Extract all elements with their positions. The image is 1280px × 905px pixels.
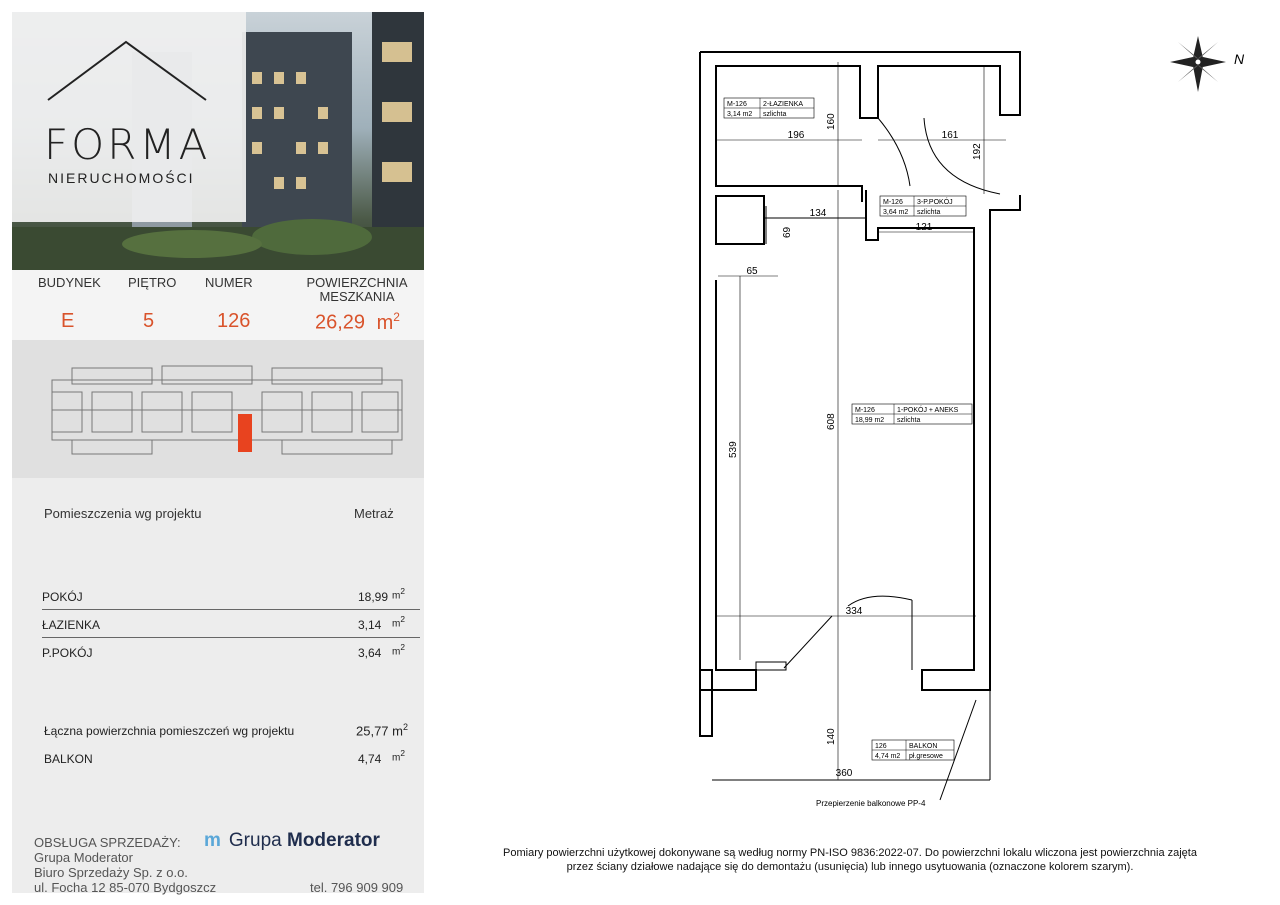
area-unit-sup: 2 [393,310,400,324]
contact-phone: tel. 796 909 909 [310,880,404,895]
room-area: 18,99 [358,590,389,604]
svg-text:126: 126 [875,743,887,750]
dim-160: 160 [826,113,837,130]
floor-value: 5 [143,310,155,332]
svg-text:M-126: M-126 [883,199,903,206]
dim-360: 360 [835,768,853,779]
building-value: E [61,310,75,332]
floor-label: PIĘTRO [128,275,177,290]
number-value: 126 [217,310,251,332]
contact-address: ul. Focha 12 85-070 Bydgoszcz [34,880,217,895]
svg-text:18,99 m2: 18,99 m2 [855,417,885,424]
measurement-footnote [480,846,1220,874]
building-label: BUDYNEK [38,275,101,290]
room-tag-living [852,404,972,424]
svg-text:3,14 m2: 3,14 m2 [727,111,753,118]
compass-icon [1170,36,1226,92]
room-unit: $m^2$ [392,642,405,658]
area-value [315,310,400,335]
dim-161: 161 [941,130,959,141]
roof-icon [12,12,246,222]
outer-wall-left [700,52,756,690]
balcony-label: BALKON [44,752,93,766]
area-label [302,276,412,304]
room-unit: $m^2$ [392,586,405,602]
dim-65: 65 [746,266,758,277]
dim-334: 334 [845,606,863,617]
total-label: Łączna powierzchnia pomieszczeń wg projektu [44,724,295,738]
outer-wall-right [866,190,1020,690]
dim-134: 134 [809,208,827,219]
svg-text:M-126: M-126 [855,407,875,414]
room-area: 3,64 [358,646,382,660]
floor-plan [640,30,1245,820]
moderator-mark-icon: m [204,830,221,851]
room-name: ŁAZIENKA [42,618,101,632]
logo-subtitle: NIERUCHOMOŚCI [48,170,195,186]
logo [12,12,246,222]
svg-text:szlichta: szlichta [763,111,787,118]
area-unit: m [376,311,394,334]
balcony-wall [700,670,712,736]
key-plan-drawing [12,340,424,478]
svg-text:szlichta: szlichta [917,209,941,216]
hero-image [12,12,424,270]
balcony-unit: $m^2$ [392,748,405,764]
area-label-line1: POWIERZCHNIA [306,275,408,290]
dim-539: 539 [728,441,739,458]
info-sidebar [12,12,424,893]
partition-note: Przepierzenie balkonowe PP-4 [816,799,926,808]
room-tag-hall [880,196,966,216]
table-row [42,610,420,638]
room-tag-balcony [872,740,954,760]
svg-text:3,64 m2: 3,64 m2 [883,209,909,216]
dim-140: 140 [826,728,837,745]
shaft [716,196,764,244]
dim-121: 121 [915,222,933,233]
floor-key-plan [12,340,424,478]
room-unit: $m^2$ [392,614,405,630]
total-value: 25,77 $m^2$ [356,722,408,739]
svg-text:3-P.POKÓJ: 3-P.POKÓJ [917,199,953,206]
svg-text:BALKON: BALKON [909,743,938,750]
room-area: 3,14 [358,618,382,632]
logo-word: FORMA [44,120,211,169]
dim-196: 196 [787,130,805,141]
svg-text:pł.gresowe: pł.gresowe [909,753,943,760]
rooms-header-left: Pomieszczenia wg projektu [44,506,202,521]
moderator-logo: m Grupa Moderator [204,830,380,851]
dim-608: 608 [826,413,837,430]
svg-text:M-126: M-126 [727,101,747,108]
room-tag-bathroom [724,98,814,118]
table-row [42,582,420,610]
footnote-line-2: przez ściany działowe nadające się do demontażu (usunięcia) lub innego usytuowania (oznaczone kolorem szarym). [566,861,1134,873]
number-label: NUMER [205,275,253,290]
area-label-line2: MESZKANIA [319,289,395,304]
area-number: 26,29 [315,311,366,334]
room-name: P.POKÓJ [42,646,93,660]
contact-office: Biuro Sprzedaży Sp. z o.o. [34,865,188,880]
rooms-table [12,478,424,893]
outer-wall-top [700,52,1020,202]
table-row [42,638,420,666]
unit-highlight [238,414,252,452]
dim-69: 69 [782,226,793,238]
apartment-stats [12,270,424,340]
svg-text:1-POKÓJ + ANEKS: 1-POKÓJ + ANEKS [897,407,959,414]
contact-title: OBSŁUGA SPRZEDAŻY: [34,835,181,850]
room-name: POKÓJ [42,590,83,604]
svg-text:szlichta: szlichta [897,417,921,424]
sales-contact [34,835,216,895]
svg-text:4,74 m2: 4,74 m2 [875,753,901,760]
compass-north-label: N [1234,51,1245,67]
svg-text:2-ŁAZIENKA: 2-ŁAZIENKA [763,101,804,108]
contact-company: Grupa Moderator [34,850,133,865]
balcony-value: 4,74 [358,752,382,766]
footnote-line-1: Pomiary powierzchni użytkowej dokonywane są według normy PN-ISO 9836:2022-07. Do powierzchni lokalu wliczona jest powierzchnia zajęta [503,847,1197,859]
dim-192: 192 [972,143,983,160]
rooms-header-right: Metraż [354,506,394,521]
